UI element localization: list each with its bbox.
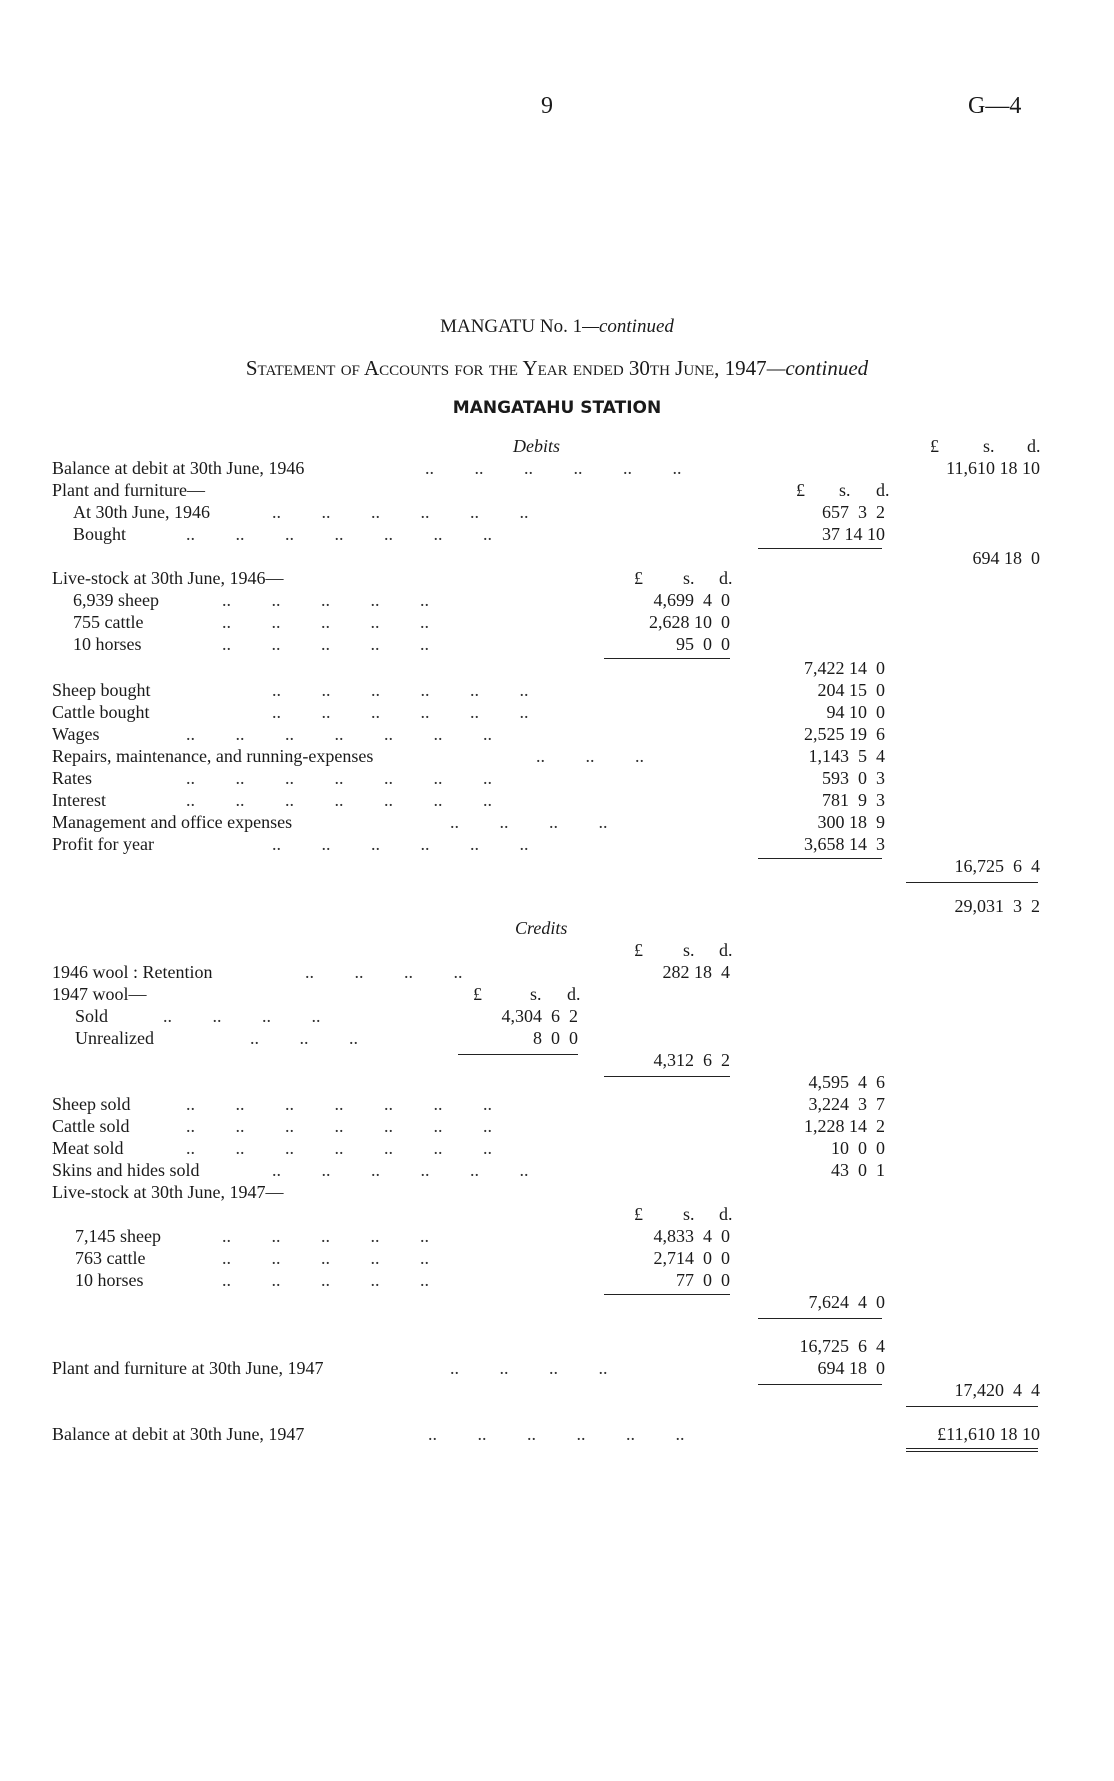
- leader-dots: .. .. ..: [250, 1028, 358, 1048]
- leader-dots: .. .. .. ..: [450, 1358, 608, 1378]
- leader-dots: .. .. .. .. .. ..: [428, 1424, 685, 1444]
- debit-plant-item-label: Bought: [73, 524, 127, 544]
- credit-subtotal: 16,725 6 4: [799, 1336, 885, 1356]
- sum-rule: [906, 1448, 1038, 1449]
- credit-wool1947-item-label: Unrealized: [75, 1028, 154, 1048]
- debit-livestock-item-value: 95 0 0: [676, 634, 730, 654]
- leader-dots: .. .. .. ..: [163, 1006, 321, 1026]
- debit-plant-label: Plant and furniture—: [52, 480, 205, 500]
- currency-shilling: s.: [983, 436, 995, 456]
- currency-pound: £: [796, 480, 805, 500]
- debit-item-label: Cattle bought: [52, 702, 150, 722]
- debit-livestock-label: Live-stock at 30th June, 1946—: [52, 568, 284, 588]
- credit-wool1947-label: 1947 wool—: [52, 984, 147, 1004]
- sum-rule: [906, 1406, 1038, 1407]
- currency-shilling: s.: [683, 940, 695, 960]
- leader-dots: .. .. .. .. .. .. ..: [186, 1138, 492, 1158]
- debit-livestock-item-value: 4,699 4 0: [653, 590, 730, 610]
- credit-wool1946-label: 1946 wool : Retention: [52, 962, 213, 982]
- sum-rule: [758, 858, 882, 859]
- debit-livestock-item-label: 755 cattle: [73, 612, 144, 632]
- sum-rule: [906, 1451, 1038, 1452]
- debit-item-value: 593 0 3: [822, 768, 885, 788]
- sum-rule: [758, 1384, 882, 1385]
- debit-balance-label: Balance at debit at 30th June, 1946: [52, 458, 305, 478]
- credits-heading: Credits: [515, 918, 568, 938]
- leader-dots: .. .. .. ..: [450, 812, 608, 832]
- debit-item-label: Rates: [52, 768, 92, 788]
- statement-continued: —continued: [766, 356, 869, 380]
- debit-subtotal: 16,725 6 4: [954, 856, 1040, 876]
- leader-dots: .. .. .. .. ..: [222, 1248, 429, 1268]
- title-main: MANGATU No. 1: [440, 316, 583, 337]
- sum-rule: [604, 1294, 730, 1295]
- currency-pence: d.: [1027, 436, 1041, 456]
- page-code: G—4: [968, 93, 1022, 119]
- page-number: 9: [541, 93, 553, 119]
- currency-pence: d.: [876, 480, 890, 500]
- leader-dots: .. .. .. ..: [305, 962, 463, 982]
- credit-livestock-item-label: 763 cattle: [75, 1248, 146, 1268]
- debit-livestock-item-label: 10 horses: [73, 634, 142, 654]
- sum-rule: [758, 1318, 882, 1319]
- credit-item-value: 3,224 3 7: [808, 1094, 885, 1114]
- sum-rule: [906, 882, 1038, 883]
- currency-pence: d.: [719, 568, 733, 588]
- debits-heading: Debits: [513, 436, 560, 456]
- debit-plant-total: 694 18 0: [972, 548, 1040, 568]
- leader-dots: .. .. .. .. .. ..: [272, 702, 529, 722]
- station-name: MANGATAHU STATION: [452, 398, 662, 418]
- debit-item-label: Profit for year: [52, 834, 154, 854]
- currency-pound: £: [634, 940, 643, 960]
- credit-wool1947-total: 4,312 6 2: [653, 1050, 730, 1070]
- debit-balance-value: 11,610 18 10: [946, 458, 1040, 478]
- debit-livestock-item-label: 6,939 sheep: [73, 590, 159, 610]
- currency-pound: £: [634, 568, 643, 588]
- leader-dots: .. .. .. .. .. .. ..: [186, 1116, 492, 1136]
- credit-wool1946-value: 282 18 4: [662, 962, 730, 982]
- credit-balance-value: £11,610 18 10: [937, 1424, 1040, 1444]
- currency-shilling: s.: [530, 984, 542, 1004]
- credit-item-label: Sheep sold: [52, 1094, 131, 1114]
- credit-item-value: 1,228 14 2: [804, 1116, 885, 1136]
- debit-plant-item-value: 657 3 2: [822, 502, 885, 522]
- debit-item-label: Management and office expenses: [52, 812, 293, 832]
- debit-item-value: 1,143 5 4: [808, 746, 885, 766]
- debit-plant-item-value: 37 14 10: [822, 524, 885, 544]
- document-title: [0, 316, 1114, 338]
- leader-dots: .. .. .. .. ..: [222, 612, 429, 632]
- currency-pound: £: [930, 436, 939, 456]
- credit-wool1947-item-label: Sold: [75, 1006, 109, 1026]
- leader-dots: .. .. .. .. ..: [222, 634, 429, 654]
- debit-item-label: Wages: [52, 724, 100, 744]
- debit-item-value: 3,658 14 3: [804, 834, 885, 854]
- credit-livestock-item-value: 77 0 0: [676, 1270, 730, 1290]
- credit-balance-label: Balance at debit at 30th June, 1947: [52, 1424, 305, 1444]
- credit-total: 17,420 4 4: [954, 1380, 1040, 1400]
- credit-item-label: Meat sold: [52, 1138, 124, 1158]
- leader-dots: .. .. .. .. .. ..: [272, 834, 529, 854]
- debit-item-value: 300 18 9: [817, 812, 885, 832]
- credit-wool1947-item-value: 4,304 6 2: [501, 1006, 578, 1026]
- leader-dots: .. .. .. .. .. .. ..: [186, 790, 492, 810]
- leader-dots: .. .. .. .. ..: [222, 590, 429, 610]
- leader-dots: .. .. .. .. .. ..: [425, 458, 682, 478]
- debit-item-value: 781 9 3: [822, 790, 885, 810]
- leader-dots: .. .. .. .. .. .. ..: [186, 1094, 492, 1114]
- currency-pound: £: [634, 1204, 643, 1224]
- credit-livestock-label: Live-stock at 30th June, 1947—: [52, 1182, 284, 1202]
- currency-pence: d.: [719, 1204, 733, 1224]
- leader-dots: .. .. .. .. .. .. ..: [186, 768, 492, 788]
- currency-shilling: s.: [839, 480, 851, 500]
- debit-item-value: 2,525 19 6: [804, 724, 885, 744]
- debit-item-label: Sheep bought: [52, 680, 151, 700]
- currency-pound: £: [473, 984, 482, 1004]
- sum-rule: [758, 548, 882, 549]
- credit-plant-label: Plant and furniture at 30th June, 1947: [52, 1358, 324, 1378]
- sum-rule: [458, 1054, 578, 1055]
- debit-item-value: 94 10 0: [826, 702, 885, 722]
- leader-dots: .. .. .. .. .. ..: [272, 502, 529, 522]
- credit-livestock-item-value: 2,714 0 0: [653, 1248, 730, 1268]
- credit-livestock-total: 7,624 4 0: [808, 1292, 885, 1312]
- debit-livestock-item-value: 2,628 10 0: [649, 612, 730, 632]
- leader-dots: .. .. .. .. ..: [222, 1270, 429, 1290]
- currency-pence: d.: [567, 984, 581, 1004]
- leader-dots: .. .. .. .. .. .. ..: [186, 524, 492, 544]
- credit-item-label: Cattle sold: [52, 1116, 130, 1136]
- credit-item-value: 10 0 0: [831, 1138, 885, 1158]
- debit-item-label: Interest: [52, 790, 106, 810]
- statement-title: [0, 356, 1114, 381]
- currency-shilling: s.: [683, 568, 695, 588]
- sum-rule: [604, 658, 730, 659]
- leader-dots: .. .. .. .. .. ..: [272, 1160, 529, 1180]
- debit-item-value: 204 15 0: [817, 680, 885, 700]
- statement-main: Statement of Accounts for the Year ended 30th June, 1947: [245, 356, 767, 380]
- sum-rule: [604, 1076, 730, 1077]
- credit-plant-value: 694 18 0: [817, 1358, 885, 1378]
- credit-wool1947-item-value: 8 0 0: [533, 1028, 578, 1048]
- credit-livestock-item-label: 10 horses: [75, 1270, 144, 1290]
- title-continued: —continued: [582, 316, 674, 337]
- leader-dots: .. .. ..: [536, 746, 644, 766]
- credit-wool-total: 4,595 4 6: [808, 1072, 885, 1092]
- currency-shilling: s.: [683, 1204, 695, 1224]
- debit-livestock-total: 7,422 14 0: [804, 658, 885, 678]
- currency-pence: d.: [719, 940, 733, 960]
- debit-plant-item-label: At 30th June, 1946: [73, 502, 210, 522]
- leader-dots: .. .. .. .. .. ..: [272, 680, 529, 700]
- credit-livestock-item-value: 4,833 4 0: [653, 1226, 730, 1246]
- debit-total: 29,031 3 2: [954, 896, 1040, 916]
- debit-item-label: Repairs, maintenance, and running-expenses: [52, 746, 374, 766]
- leader-dots: .. .. .. .. ..: [222, 1226, 429, 1246]
- credit-item-label: Skins and hides sold: [52, 1160, 200, 1180]
- leader-dots: .. .. .. .. .. .. ..: [186, 724, 492, 744]
- credit-livestock-item-label: 7,145 sheep: [75, 1226, 161, 1246]
- credit-item-value: 43 0 1: [831, 1160, 885, 1180]
